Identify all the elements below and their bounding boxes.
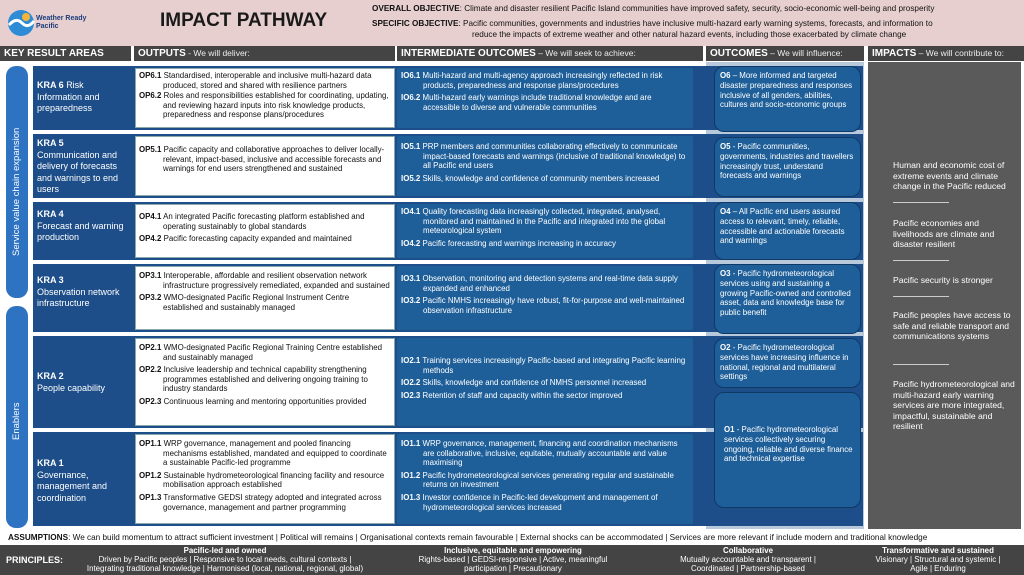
io-item: IO1.1 WRP governance, management, financing and coordination mechanisms are collaborative, inclusive, equitable, mutually accountable and value maximising <box>401 439 678 468</box>
io-kra5 <box>397 136 693 196</box>
principle-transformative: Transformative and sustained Visionary | Structural and systemic | Agile | Enduring <box>875 546 1001 573</box>
io-kra2 <box>397 338 693 426</box>
output-item: OP2.1 WMO-designated Pacific Regional Training Centre established and sustainably managed <box>139 343 382 362</box>
io-item: IO1.3 Investor confidence in Pacific-led development and management of hydrometeorological services increased <box>401 492 658 512</box>
io-kra3 <box>397 266 693 330</box>
io-item: IO5.1 PRP members and communities collaborating effectively to communicate impact-based forecasts and warnings (inclusive of traditional knowledge) to all Pacific end users <box>401 142 686 171</box>
outcome-o6: O6 – More informed and targeted disaster preparedness and responses inclusive of all genders, abilities, cultures and socio-economic groups <box>714 66 861 132</box>
logo-wave-icon <box>6 8 36 38</box>
output-item: OP1.1 WRP governance, management and pooled financing mechanisms established, mandated and equipped to coordinate a sustainable Pacific-led programme <box>139 439 387 468</box>
impact-item: Pacific peoples have access to safe and reliable transport and communications systems <box>893 310 1011 342</box>
output-item: OP4.2 Pacific forecasting capacity expanded and maintained <box>139 234 352 244</box>
principle-pacific-led: Pacific-led and owned Driven by Pacific peoples | Responsive to local needs, cultural contexts | Integrating traditional knowledge | Harmonised (local, national, regional, global) <box>86 546 364 573</box>
output-item: OP3.2 WMO-designated Pacific Regional Instrument Centre established and sustainably managed <box>139 293 350 312</box>
kra-1-label: KRA 1 Governance, management and coordination <box>37 458 108 503</box>
output-item: OP3.1 Interoperable, affordable and resilient observation network infrastructure progressively remediated, expanded and sustained <box>139 271 390 290</box>
impact-item: Pacific economies and livelihoods are climate and disaster resilient <box>893 218 995 250</box>
outputs-kra3 <box>135 266 395 330</box>
output-item: OP4.1 An integrated Pacific forecasting platform established and operating sustainably to global standards <box>139 212 365 231</box>
output-item: OP2.3 Continuous learning and mentoring opportunities provided <box>139 396 367 406</box>
output-item: OP5.1 Pacific capacity and collaborative approaches to deliver locally-relevant, impact-based, inclusive and accessible forecasts and warnings for end users strengthened and sustained <box>139 145 385 174</box>
io-item: IO5.2 Skills, knowledge and confidence of community members increased <box>401 173 660 183</box>
io-kra6 <box>397 68 693 128</box>
outcome-o4: O4 – All Pacific end users assured access to relevant, timely, reliable, accessible and actionable forecasts and warnings <box>714 202 861 260</box>
principles-label: PRINCIPLES: <box>6 555 64 565</box>
outputs-column-header: OUTPUTS - We will deliver: <box>134 46 395 61</box>
principle-inclusive: Inclusive, equitable and empowering Rights-based | GEDSI-responsive | Active, meaningful participation | Precautionary <box>418 546 608 573</box>
page-title: IMPACT PATHWAY <box>160 10 328 31</box>
kra-column-header: KEY RESULT AREAS <box>0 46 131 61</box>
output-item: OP6.2 Roles and responsibilities established for coordinating, updating, and reviewing hazard inputs into risk knowledge products, preparedness and response plans/procedures <box>139 91 389 120</box>
principle-collaborative: Collaborative Mutually accountable and transparent | Coordinated | Partnership-based <box>680 546 816 573</box>
io-item: IO6.1 Multi-hazard and multi-agency approach increasingly reflected in risk products, preparedness and response plans/procedures <box>401 71 663 90</box>
output-item: OP2.2 Inclusive leadership and technical capability strengthening programmes established and delivering ongoing training to industry standards <box>139 365 368 394</box>
weather-ready-pacific-logo <box>6 6 106 40</box>
impact-divider <box>893 260 949 261</box>
impact-divider <box>893 364 949 365</box>
output-item: OP1.2 Sustainable hydrometeorological financing facility and resource mobilisation approach established <box>139 470 385 490</box>
overall-objective: OVERALL OBJECTIVE: Climate and disaster resilient Pacific Island communities have improved safety, security, socio-economic well-being and prosperity <box>372 4 935 13</box>
io-item: IO4.2 Pacific forecasting and warnings increasing in accuracy <box>401 238 616 248</box>
impact-item: Pacific security is stronger <box>893 275 993 285</box>
outcome-o1: O1 - Pacific hydrometeorological services collectively securing ongoing, reliable and diverse finance and technical expertise <box>714 392 861 508</box>
logo-text: Weather Ready Pacific <box>36 15 87 30</box>
enablers-label: Enablers <box>11 402 22 440</box>
specific-objective: SPECIFIC OBJECTIVE: Pacific communities, governments and industries have inclusive multi-hazard early warning systems, forecasts, and information to <box>372 19 933 28</box>
outputs-kra5 <box>135 136 395 196</box>
io-item: IO4.1 Quality forecasting data increasingly collected, integrated, analysed, monitored and maintained in the Pacific and integrated into the global meteorological system <box>401 207 666 236</box>
io-item: IO1.2 Pacific hydrometeorological services generating regular and sustainable returns on investment <box>401 470 674 490</box>
impact-item: Pacific hydrometeorological and multi-hazard early warning services are more integrated, impactful, sustainable and resilient <box>893 379 1015 432</box>
service-value-chain-label: Service value chain expansion <box>11 127 22 256</box>
outcome-o2: O2 - Pacific hydrometeorological services have increasing influence in national, regional and multilateral settings <box>714 338 861 388</box>
io-kra4 <box>397 204 693 258</box>
io-kra1 <box>397 434 693 524</box>
io-item: IO6.2 Multi-hazard early warnings include traditional knowledge and are accessible to diverse and vulnerable communities <box>401 93 652 112</box>
specific-objective-line2: reduce the impacts of extreme weather and other natural hazard events, including those exacerbated by climate change <box>472 30 907 39</box>
outputs-kra2 <box>135 338 395 426</box>
service-value-chain-bar <box>6 66 28 298</box>
impact-item: Human and economic cost of extreme events and climate change in the Pacific reduced <box>893 160 1006 192</box>
column-headers <box>0 46 1024 62</box>
assumptions: ASSUMPTIONS: We can build momentum to attract sufficient investment | Political will remains | Organisational contexts remain favourable | External shocks can be accommodated | Services are more relevant if include modern and traditional knowledge <box>8 533 928 542</box>
header-banner <box>0 0 1024 46</box>
impact-divider <box>893 202 949 203</box>
output-item: OP6.1 Standardised, interoperable and inclusive multi-hazard data produced, stored and shared with resilience partners <box>139 71 372 90</box>
principles-bar <box>0 545 1024 575</box>
io-item: IO2.3 Retention of staff and capacity within the sector improved <box>401 390 623 400</box>
kra-4-label: KRA 4 Forecast and warning production <box>37 209 124 242</box>
outputs-kra4 <box>135 204 395 258</box>
outcome-o5: O5 - Pacific communities, governments, industries and travellers increasingly trust, understand forecasts and warnings <box>714 137 861 197</box>
io-item: IO2.2 Skills, knowledge and confidence of NMHS personnel increased <box>401 378 647 388</box>
outcome-o3: O3 - Pacific hydrometeorological services using and sustaining a growing Pacific-owned and controlled asset, data and knowledge base for public benefit <box>714 264 861 334</box>
io-item: IO3.1 Observation, monitoring and detection systems and real-time data supply expanded and enhanced <box>401 274 678 293</box>
output-item: OP1.3 Transformative GEDSI strategy adopted and integrated across governance, management and partner programming <box>139 492 382 512</box>
io-item: IO3.2 Pacific NMHS increasingly have robust, fit-for-purpose and well-maintained observation infrastructure <box>401 296 685 315</box>
outputs-kra6 <box>135 68 395 128</box>
kra-5-label: KRA 5 Communication and delivery of forecasts and warnings to end users <box>37 138 119 194</box>
kra-3-label: KRA 3 Observation network infrastructure <box>37 275 120 308</box>
io-column-header: INTERMEDIATE OUTCOMES – We will seek to achieve: <box>397 46 703 61</box>
impact-divider <box>893 296 949 297</box>
enablers-bar <box>6 306 28 528</box>
io-item: IO2.1 Training services increasingly Pacific-based and integrating Pacific learning methods <box>401 356 686 375</box>
impacts-column-header: IMPACTS – We will contribute to: <box>868 46 1024 61</box>
kra-6-label: KRA 6 Risk Information and preparedness <box>37 80 100 113</box>
outputs-kra1 <box>135 434 395 524</box>
outcomes-column-header: OUTCOMES – We will influence: <box>706 46 864 61</box>
kra-2-label: KRA 2 People capability <box>37 371 106 393</box>
